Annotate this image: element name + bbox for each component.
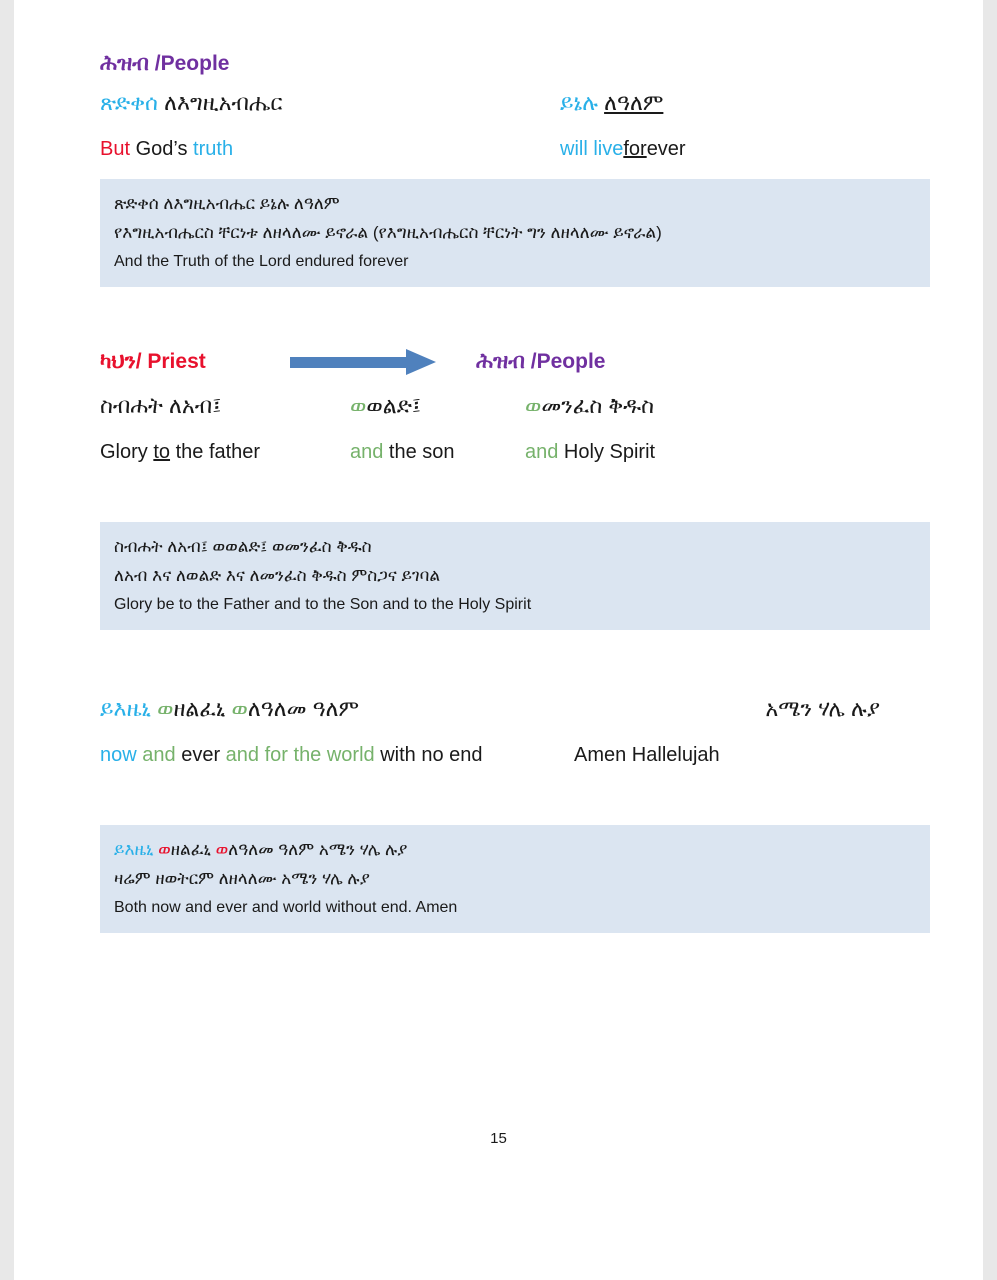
section1-geez-row [100, 86, 930, 120]
section3-block-line1-part2: ወ [158, 840, 171, 860]
section3-english-word5: for the world [264, 744, 375, 767]
section1-english-right [560, 134, 890, 165]
section1-heading-geez: ሕዝብ [100, 52, 149, 75]
spacer-1 [100, 287, 930, 349]
section3-block-line-2: ዛሬም ዘወትርም ለዘላለሙ አሜን ሃሌ ሉያ [114, 869, 370, 889]
arrow-head [406, 349, 436, 375]
section2-block-line-1: ስብሐት ለአብ፤ ወወልድ፤ ወመንፈስ ቅዱስ [114, 537, 372, 557]
section2-priest-heading [100, 350, 290, 374]
section1-english-right-word2: for [623, 138, 647, 161]
section2-geez-col2-text: ወልድ፤ [366, 393, 421, 419]
section2-geez-col1-text: ስብሐት ለአብ፤ [100, 393, 222, 419]
section2-geez-col2-prefix: ወ [350, 393, 367, 419]
section1-geez-right [560, 86, 890, 120]
section2-block-line-3: Glory be to the Father and to the Son and to the Holy Spirit [114, 595, 532, 613]
section1-english-left [100, 134, 560, 165]
page-content [100, 52, 930, 933]
section1-english-left-word3: truth [193, 138, 234, 161]
arrow-right-icon [290, 349, 450, 375]
section2-translation-block [100, 522, 930, 630]
section1-block-line-2: የእግዚአብሔርስ ቸርነቱ ለዘላለሙ ይኖራል (የእግዚአብሔርስ ቸርነት ግን ለዘላለሙ ይኖራል) [114, 223, 662, 243]
section2-english-col1-c: the father [170, 441, 261, 464]
section3-translation-block [100, 825, 930, 933]
section2-english-col2-prefix: and [350, 441, 384, 464]
section2-english-col1 [100, 437, 350, 468]
section3-block-line1-part3: ዘልፈኒ [170, 840, 216, 860]
section1-block-line-3: And the Truth of the Lord endured forever [114, 252, 409, 270]
section2-geez-col3-prefix: ወ [525, 393, 542, 419]
section2-geez-col3 [525, 389, 825, 423]
section1-english-right-word3: ever [646, 138, 686, 161]
spacer-4 [100, 771, 930, 811]
section1-heading [100, 52, 930, 76]
section3-english-right-text: Amen Hallelujah [574, 744, 720, 767]
section3-geez-right [550, 692, 880, 726]
section3-block-line1-part1: ይእዜኒ [114, 840, 159, 860]
section3-geez-right-text: አሜን ሃሌ ሉያ [765, 696, 880, 722]
section2-people-heading [476, 350, 605, 374]
section2-english-col3-prefix: and [525, 441, 559, 464]
section1-heading-separator: / [148, 52, 161, 75]
section1-english-left-word1: But [100, 138, 131, 161]
section2-english-col1-b: to [153, 441, 171, 464]
section3-english-word3: ever [181, 744, 221, 767]
section3-english-word1: now [100, 744, 137, 767]
section2-english-col1-a: Glory [100, 441, 154, 464]
section1-geez-left-word2: ለእግዚአብሔር [164, 90, 283, 115]
section2-english-col3 [525, 437, 825, 468]
spacer-2 [100, 468, 930, 508]
section2-priest-geez: ካህን [100, 350, 136, 374]
section3-english-word6: with no end [380, 744, 483, 767]
section1-heading-english: People [160, 52, 230, 75]
section2-english-col3-text: Holy Spirit [558, 441, 656, 464]
section1-block-line-1: ጽድቀሰ ለእግዚአብሔር ይኔሉ ለዓለም [114, 194, 340, 214]
section3-block-line-1 [100, 835, 930, 864]
section1-geez-left-word1: ጽድቀሰ [100, 90, 158, 115]
section3-english-word2: and [142, 744, 176, 767]
section2-english-col2-text: the son [383, 441, 455, 464]
section1-translation-block [100, 179, 930, 287]
section3-geez-word2: ዘልፈኒ [173, 696, 226, 722]
spacer-3 [100, 630, 930, 692]
page-number: 15 [490, 1130, 507, 1147]
section2-block-line-2: ለአብ እና ለወልድ እና ለመንፈስ ቅዱስ ምስጋና ይገባል [114, 566, 441, 586]
section1-geez-right-word2: ለዓለም [604, 90, 664, 115]
section3-geez-word3-prefix: ወ [231, 696, 248, 722]
section2-geez-col2 [350, 389, 525, 423]
section2-english-col2 [350, 437, 525, 468]
section3-english-left [100, 740, 550, 771]
document-page [14, 0, 983, 1280]
section3-block-line1-part5: ለዓለመ ዓለም አሜን ሃሌ ሉያ [228, 840, 408, 860]
section3-block-line1-part4: ወ [215, 840, 229, 860]
section2-geez-col3-text: መንፈስ ቅዱስ [541, 393, 655, 419]
section3-english-word4: and [225, 744, 260, 767]
section2-heading-row [100, 349, 930, 375]
section2-priest-separator: / [135, 350, 148, 374]
section3-geez-word3: ለዓለመ ዓለም [247, 696, 360, 722]
section2-people-geez: ሕዝብ [476, 350, 525, 374]
section1-geez-left [100, 86, 560, 120]
section3-geez-left [100, 692, 550, 726]
section3-english-right [550, 740, 904, 771]
section2-geez-row [100, 389, 930, 423]
section1-geez-right-word1: ይኔሉ [560, 90, 598, 115]
arrow-shaft [290, 357, 408, 368]
section2-english-row [100, 437, 930, 468]
section3-geez-row [100, 692, 930, 726]
section1-english-row [100, 134, 930, 165]
section2-people-english: People [536, 350, 606, 374]
section2-priest-english: Priest [147, 350, 206, 374]
section1-english-right-word1: will live [560, 138, 624, 161]
section3-geez-word1: ይእዜኒ [100, 696, 151, 722]
section3-block-line-3: Both now and ever and world without end. Amen [114, 898, 458, 916]
section3-geez-word2-prefix: ወ [157, 696, 174, 722]
section1-english-left-word2: God’s [135, 138, 188, 161]
section2-geez-col1 [100, 389, 350, 423]
section3-english-row [100, 740, 930, 771]
section2-people-separator: / [524, 350, 537, 374]
